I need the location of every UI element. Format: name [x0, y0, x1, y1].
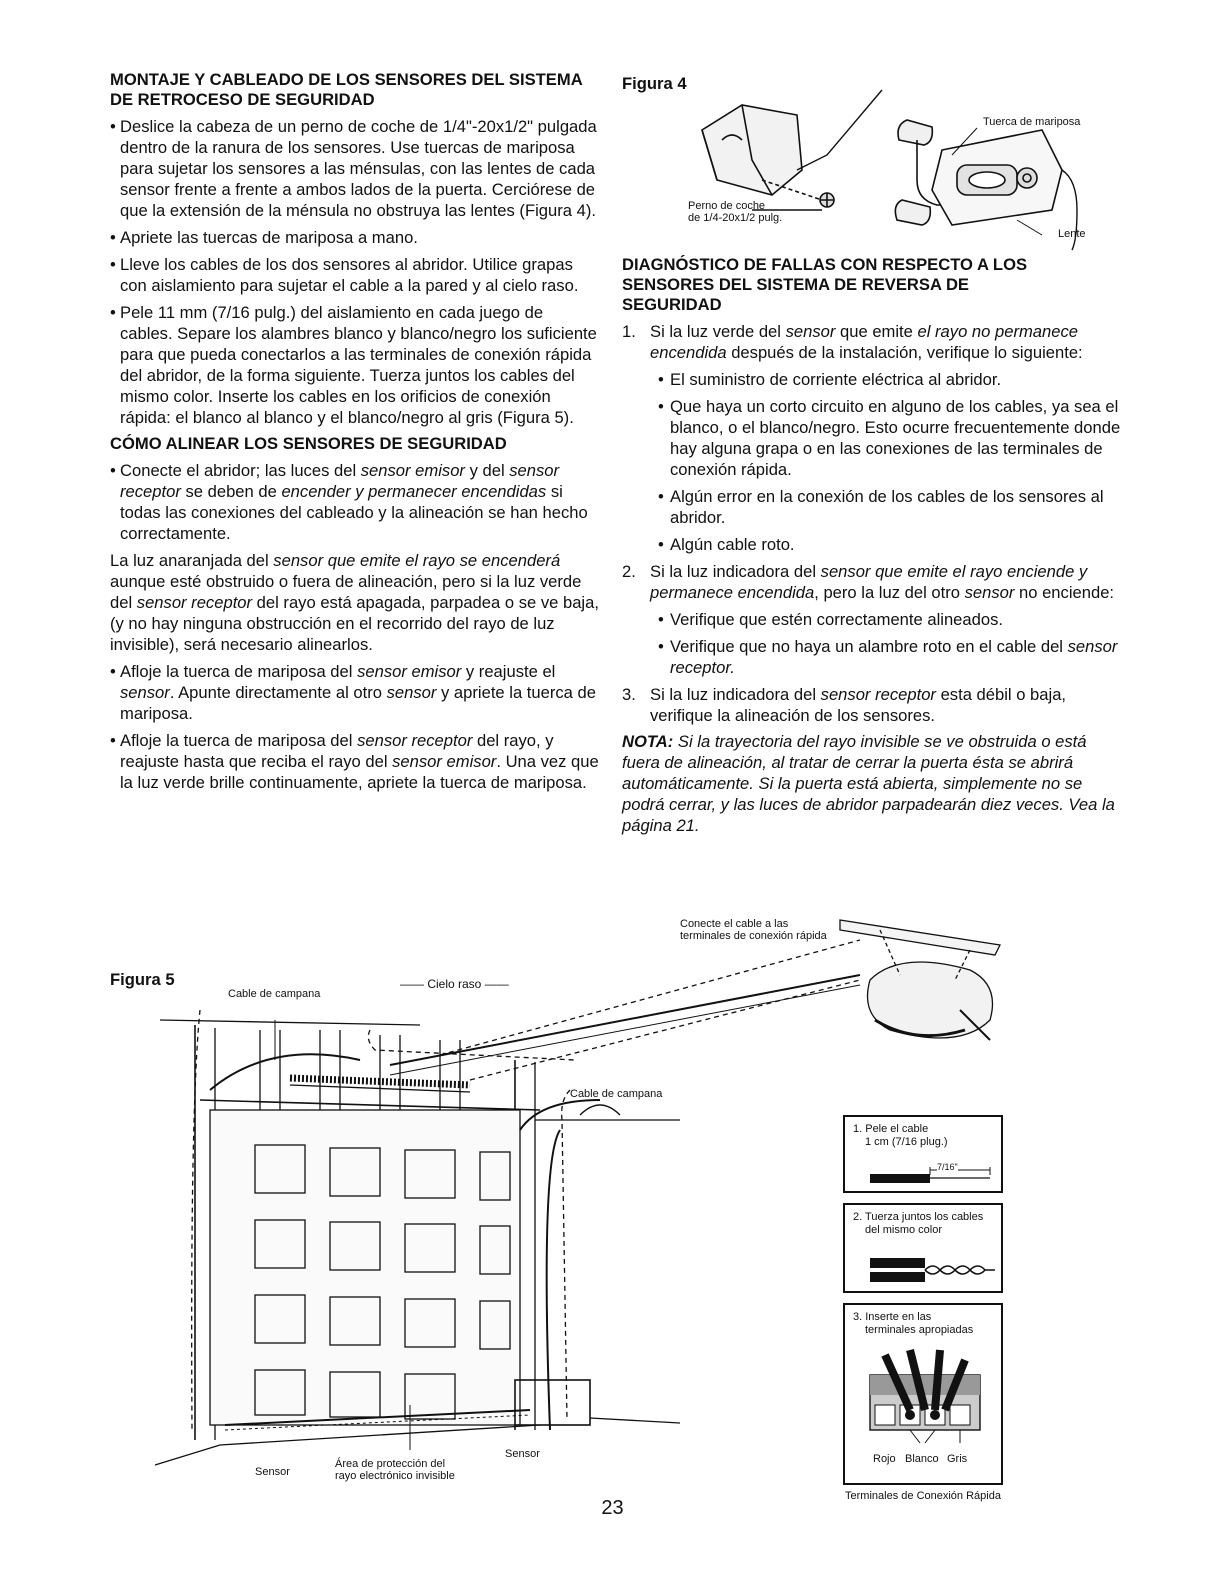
- label-white: Blanco: [905, 1453, 939, 1465]
- step-3-title: 3. Inserte en las: [853, 1311, 932, 1323]
- list-item: • Algún error en la conexión de los cables de los sensores al abridor.: [650, 486, 1122, 528]
- list-item: • El suministro de corriente eléctrica al abridor.: [650, 369, 1122, 390]
- step-2-title: 2. Tuerza juntos los cables: [853, 1211, 984, 1223]
- stripped-wire-icon: [870, 1162, 1000, 1187]
- list-item: • Deslice la cabeza de un perno de coche de 1/4"-20x1/2" pulgada dentro de la ranura de los sensores. Use tuercas de mariposa para sujetar los sensores a las ménsulas, con las lentes de cada sensor frente a frente a ambos lados de la puerta. Cerciórese de que la extensión de la ménsula no obstruya las lentes (Figura 4).: [110, 116, 600, 221]
- step-1-detail: 1 cm (7/16 plug.): [865, 1136, 948, 1148]
- list-item: 3. Si la luz indicadora del sensor receptor esta débil o baja, verifique la alineación de los sensores.: [622, 685, 1067, 725]
- figure-4-title: Figura 4: [622, 74, 687, 93]
- label-ceiling: —— Cielo raso ——: [400, 977, 509, 991]
- step-1-box: [843, 1115, 1003, 1193]
- list-item: • Lleve los cables de los dos sensores al abridor. Utilice grapas con aislamiento para sujetar el cable a la pared y al cielo raso.: [110, 254, 600, 296]
- label-red: Rojo: [873, 1453, 896, 1465]
- montaje-list: [110, 116, 600, 428]
- list-item: • Algún cable roto.: [650, 534, 1122, 555]
- step-2-box: [843, 1203, 1003, 1293]
- label-bolt-1: Perno de coche: [688, 200, 766, 212]
- label-quick-connect-terminals: Terminales de Conexión Rápida: [845, 1490, 1001, 1502]
- alinear-list-1: [110, 460, 600, 544]
- figure-4-illustration: [622, 60, 1122, 260]
- label-bell-wire-1: Cable de campana: [228, 988, 321, 1000]
- diagnostico-list: [622, 321, 1122, 726]
- list-item: • Pele 11 mm (7/16 pulg.) del aislamiento en cada juego de cables. Separe los alambres blanco y blanco/negro los suficiente para que pueda conectarlos a las terminales de conexión rápida del abridor, de la forma siguiente. Tuerza juntos los cables del mismo color. Inserte los cables en los orificios de conexión rápida: el blanco al blanco y el blanco/negro al gris (Figura 5).: [110, 302, 600, 428]
- list-item: 1. Si la luz verde del sensor que emite el rayo no permanece encendida después de la instalación, verifique lo siguiente: • El suministro de corriente eléctrica al abridor. • Que haya un corto circuito en alguno de los cables, ya sea el blanco, o el blanco/negro. Esto ocurre frecuentemente donde hay alguna grapa o en las conexiones de las terminales de conexión rápida. • Algún error en la conexión de los cables de los sensores al abridor. • Algún cable roto.: [622, 321, 1122, 555]
- right-column: [622, 255, 1122, 842]
- page-number: 23: [601, 1497, 624, 1519]
- label-area-1: Área de protección del: [335, 1458, 446, 1470]
- quick-connect-terminals-icon: [865, 1345, 985, 1445]
- list-item: • Verifique que estén correctamente alineados.: [650, 609, 1122, 630]
- label-sensor-right: Sensor: [505, 1448, 540, 1460]
- paragraph-luz-anaranjada: La luz anaranjada del sensor que emite el rayo se encenderá aunque esté obstruido o fuera de alineación, pero si la luz verde del sensor receptor del rayo está apagada, parpadea o se ve baja, (y no hay ninguna obstrucción en el recorrido del rayo de luz invisible), será necesario alinearlos.: [110, 551, 599, 654]
- list-item: • Afloje la tuerca de mariposa del sensor emisor y reajuste el sensor. Apunte directamente al otro sensor y apriete la tuerca de mariposa.: [110, 661, 600, 724]
- label-area-2: rayo electrónico invisible: [335, 1470, 455, 1482]
- twisted-wire-icon: [870, 1250, 1000, 1290]
- label-bell-wire-2: Cable de campana: [570, 1088, 663, 1100]
- list-item: 2. Si la luz indicadora del sensor que emite el rayo enciende y permanece encendida, pero la luz del otro sensor no enciende: • Verifique que estén correctamente alineados. • Verifique que no haya un alambre roto en el cable del sensor receptor.: [622, 561, 1122, 678]
- label-sensor-left: Sensor: [255, 1466, 290, 1478]
- list-item: • Afloje la tuerca de mariposa del sensor receptor del rayo, y reajuste hasta que reciba el rayo del sensor emisor. Una vez que la luz verde brille continuamente, apriete la tuerca de mariposa.: [110, 730, 600, 793]
- label-connect-2: terminales de conexión rápida: [680, 930, 827, 942]
- figure-5-title: Figura 5: [110, 970, 175, 989]
- step-3-detail: terminales apropiadas: [865, 1324, 974, 1336]
- list-item: • Apriete las tuercas de mariposa a mano.: [110, 227, 600, 248]
- step-3-box: [843, 1303, 1003, 1485]
- heading-diagnostico: DIAGNÓSTICO DE FALLAS CON RESPECTO A LOS SENSORES DEL SISTEMA DE REVERSA DE SEGURIDAD: [622, 255, 1028, 314]
- label-gray: Gris: [947, 1453, 968, 1465]
- step-2-detail: del mismo color: [865, 1224, 943, 1236]
- label-connect-1: Conecte el cable a las: [680, 918, 789, 930]
- step-1-title: 1. Pele el cable: [853, 1123, 929, 1135]
- list-item: • Verifique que no haya un alambre roto en el cable del sensor receptor.: [650, 636, 1122, 678]
- label-wing-nut: Tuerca de mariposa: [983, 116, 1081, 128]
- left-column: [110, 70, 600, 799]
- heading-montaje: MONTAJE Y CABLEADO DE LOS SENSORES DEL SISTEMA DE RETROCESO DE SEGURIDAD: [110, 70, 583, 109]
- label-lens: Lente: [1058, 228, 1086, 240]
- label-bolt-2: de 1/4-20x1/2 pulg.: [688, 212, 783, 224]
- alinear-list-2: [110, 661, 600, 793]
- heading-alinear: CÓMO ALINEAR LOS SENSORES DE SEGURIDAD: [110, 434, 507, 453]
- nota-paragraph: NOTA: Si la trayectoria del rayo invisible se ve obstruida o está fuera de alineación, al tratar de cerrar la puerta ésta se abrirá automáticamente. Si la puerta está abierta, simplemente no se podrá cerrar, y las luces de abridor parpadearán diez veces. Vea la página 21.: [622, 732, 1115, 835]
- list-item: • Conecte el abridor; las luces del sensor emisor y del sensor receptor se deben de encender y permanecer encendidas si todas las conexiones del cableado y la alineación se han hecho correctamente.: [110, 460, 600, 544]
- list-item: • Que haya un corto circuito en alguno de los cables, ya sea el blanco, o el blanco/negro. Esto ocurre frecuentemente donde hay alguna grapa o en las conexiones de las terminales de conexión rápida.: [650, 396, 1122, 480]
- step-1-dimension: 7/16": [937, 1162, 958, 1172]
